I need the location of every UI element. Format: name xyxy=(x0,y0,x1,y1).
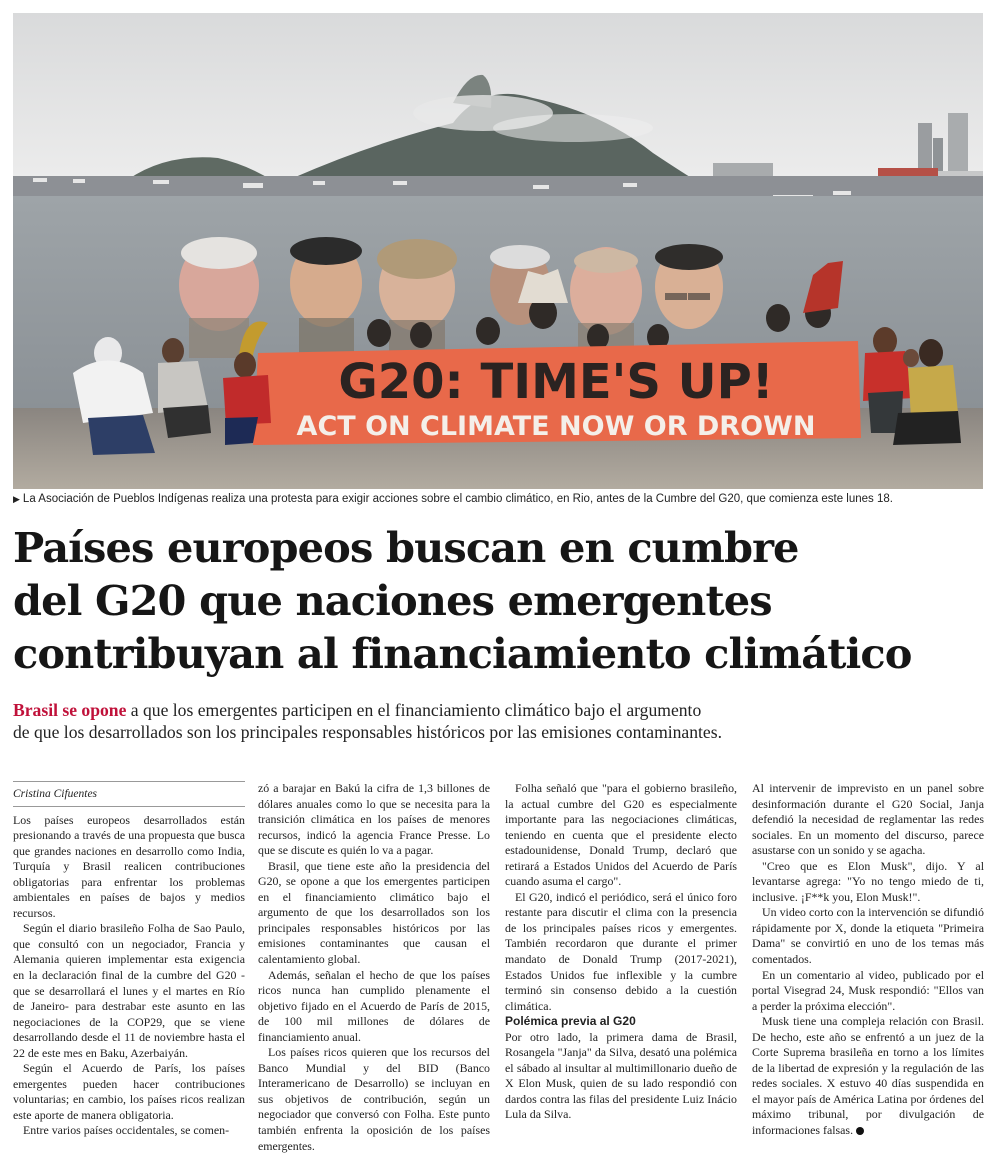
paragraph: "Creo que es Elon Musk", dijo. Y al levantarse agrega: "Yo no tengo miedo de ti, inclusive. ¡F**k you, Elon Musk!". xyxy=(752,858,984,904)
subheading: Polémica previa al G20 xyxy=(505,1014,636,1029)
deck-line2: de que los desarrollados son los principales responsables históricos por las emisiones contaminantes. xyxy=(13,722,722,742)
byline-box xyxy=(13,781,245,807)
headline xyxy=(13,521,988,680)
article-column-2 xyxy=(258,781,490,1154)
banner-line1: G20: TIME'S UP! xyxy=(338,354,774,410)
headline-line: del G20 que naciones emergentes xyxy=(13,576,772,625)
photo-caption xyxy=(13,493,983,505)
caption-triangle-icon: ▶ xyxy=(13,494,20,504)
paragraph: Los países ricos quieren que los recursos del Banco Mundial y del BID (Banco Interamericano de Desarrollo) se incluyan en sus objetivos de contribución, según un negociador que conversó con Folha. Este punto también enfrenta la oposición de los países emergentes. xyxy=(258,1045,490,1153)
paragraph: Además, señalan el hecho de que los países ricos nunca han cumplido plenamente el objetivo fijado en el Acuerdo de París de 2015, de 100 mil millones de dólares de financiamiento anual. xyxy=(258,967,490,1044)
article-column-1 xyxy=(13,781,245,1139)
headline-line: contribuyan al financiamiento climático xyxy=(13,629,912,678)
paragraph: Folha señaló que "para el gobierno brasileño, la actual cumbre del G20 es especialmente importante para las negociaciones climáticas, teniendo en cuenta que el presidente electo estadounidense, Donald Trump, declaró que retirará a Estados Unidos del Acuerdo de París cuando asuma el cargo". xyxy=(505,781,737,889)
paragraph: Según el diario brasileño Folha de Sao Paulo, que consultó con un negociador, Francia y Alemania quieren implementar esta exigencia en la declaración final de la cumbre del G20 -que se desarrollará el lunes y el martes en Río de Janeiro- para destrabar este asunto en las negociaciones de la COP29, que se viene desarrollando desde el 11 de noviembre hasta el 22 de este mes en Baku, Azerbaiyán. xyxy=(13,921,245,1060)
deck-line1: a que los emergentes participen en el financiamiento climático bajo el argumento xyxy=(126,700,702,720)
paragraph: En un comentario al video, publicado por el portal Visegrad 24, Musk respondió: "Ellos van a perder la próxima elección". xyxy=(752,967,984,1013)
paragraph: Entre varios países occidentales, se comen- xyxy=(23,1123,230,1138)
banner-line2: ACT ON CLIMATE NOW OR DROWN xyxy=(296,411,816,442)
lead-photo xyxy=(13,13,983,489)
paragraph: Al intervenir de imprevisto en un panel sobre desinformación durante el G20 Social, Janja defendió la necesidad de reglamentar las redes sociales. En un momento del discurso, parece asustarse con un sonido y se agacha. xyxy=(752,781,984,858)
paragraph: Brasil, que tiene este año la presidencia del G20, se opone a que los emergentes participen en el financiamiento climático bajo el argumento de que los desarrollados son los principales responsables históricos por las emisiones contaminantes que causan el calentamiento global. xyxy=(258,858,490,967)
article-column-3 xyxy=(505,781,737,1123)
paragraph: Por otro lado, la primera dama de Brasil, Rosangela "Janja" da Silva, desató una polémica el sábado al insultar al multimillonario dueño de X Elon Musk, quien de su lado respondió con dardos contra las filas del presidente Luiz Inácio Lula da Silva. xyxy=(505,1029,737,1122)
article-column-4 xyxy=(752,781,984,1139)
end-of-article-icon xyxy=(856,1127,864,1135)
paragraph: zó a barajar en Bakú la cifra de 1,3 billones de dólares anuales como lo que se necesita para la transición climática en los países de menores recursos, indicó la agencia France Presse. Lo que se discute es quién lo va a pagar. xyxy=(258,781,490,858)
byline: Cristina Cifuentes xyxy=(13,788,98,800)
deck xyxy=(13,699,988,743)
paragraph: Los países europeos desarrollados están presionando a través de una propuesta que busca que grandes naciones en desarrollo como India, Turquía y Brasil realicen contribuciones obligatorias para enfrentar los problemas ambientales en países de bajos y medios recursos. xyxy=(13,812,245,920)
deck-kicker: Brasil se opone xyxy=(13,700,127,720)
protest-banner xyxy=(253,341,861,445)
paragraph: Según el Acuerdo de París, los países emergentes pueden hacer contribuciones voluntarias; en cambio, los países ricos realizan este aporte de manera obligatoria. xyxy=(13,1061,245,1122)
headline-line: Países europeos buscan en cumbre xyxy=(13,523,799,572)
paragraph: Musk tiene una compleja relación con Brasil. De hecho, este año se enfrentó a un juez de la Corte Suprema brasileña en torno a los límites de la libertad de expresión y la regulación de las redes sociales. X estuvo 40 días suspendida en el mayor país de América Latina por órdenes del máximo tribunal, por divulgación de informaciones falsas. xyxy=(752,1014,984,1138)
paragraph: Un video corto con la intervención se difundió rápidamente por X, donde la etiqueta "Primeira Dama" se convirtió en uno de los temas más comentados. xyxy=(752,905,984,967)
caption-text: La Asociación de Pueblos Indígenas realiza una protesta para exigir acciones sobre el cambio climático, en Rio, antes de la Cumbre del G20, que comienza este lunes 18. xyxy=(22,493,893,505)
paragraph: El G20, indicó el periódico, será el único foro restante para discutir el clima con la presencia de los principales países ricos y emergentes. También recordaron que durante el primer mandato de Donald Trump (2017-2021), Estados Unidos fue inflexible y la cumbre terminó sin consenso debido a la cuestión climática. xyxy=(505,889,737,1013)
